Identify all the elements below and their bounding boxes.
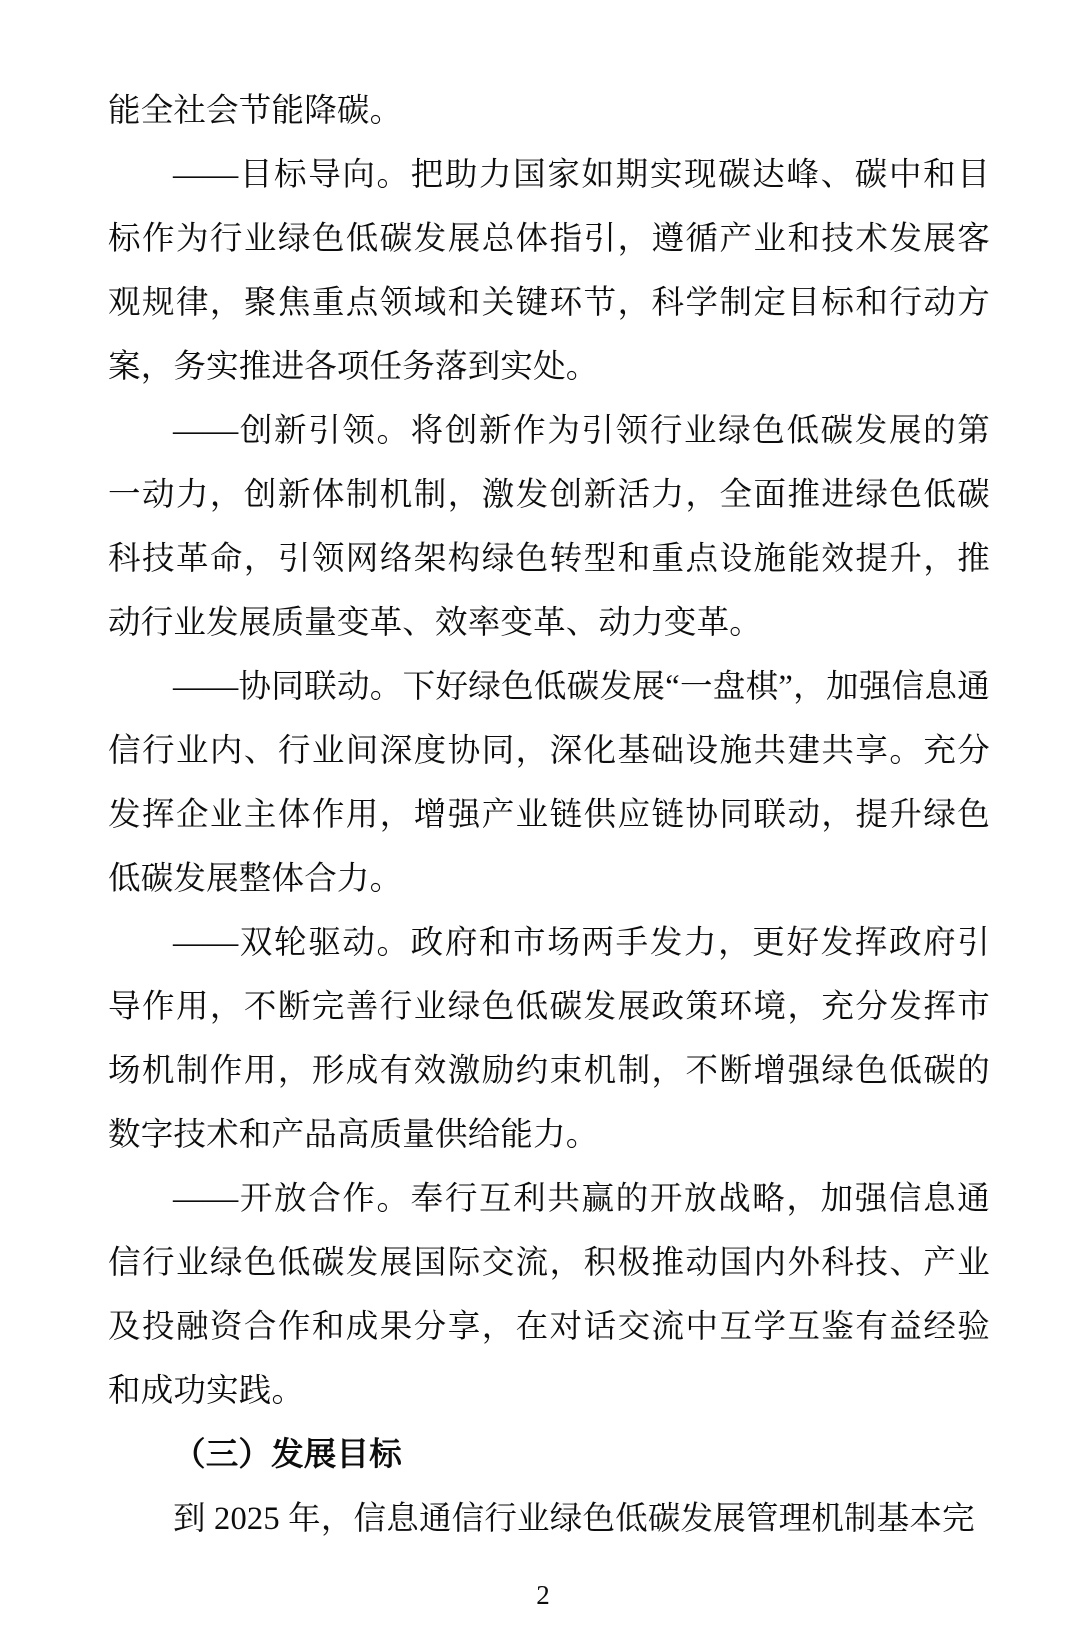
- para-2025-target: 到 2025 年，信息通信行业绿色低碳发展管理机制基本完: [173, 1501, 975, 1537]
- page-number: 2: [536, 1580, 550, 1610]
- para-innovation-leading: ——创新引领。将创新作为引领行业绿色低碳发展的第一动力，创新体制机制，激发创新活力，全面推进绿色低碳科技革命，引领网络架构绿色转型和重点设施能效提升，推动行业发展质量变革、效率变革、动力变革。: [108, 413, 990, 641]
- para-dual-wheel-drive: ——双轮驱动。政府和市场两手发力，更好发挥政府引导作用，不断完善行业绿色低碳发展政策环境，充分发挥市场机制作用，形成有效激励约束机制，不断增强绿色低碳的数字技术和产品高质量供给能力。: [108, 925, 990, 1153]
- document-body: [108, 79, 990, 1551]
- para-continuation-energy-saving: 能全社会节能降碳。: [108, 93, 403, 129]
- para-coordinated-linkage: ——协同联动。下好绿色低碳发展“一盘棋”，加强信息通信行业内、行业间深度协同，深化基础设施共建共享。充分发挥企业主体作用，增强产业链供应链协同联动，提升绿色低碳发展整体合力。: [108, 669, 990, 897]
- heading-development-goals: （三）发展目标: [173, 1437, 402, 1473]
- para-open-cooperation: ——开放合作。奉行互利共赢的开放战略，加强信息通信行业绿色低碳发展国际交流，积极推动国内外科技、产业及投融资合作和成果分享，在对话交流中互学互鉴有益经验和成功实践。: [108, 1181, 990, 1409]
- para-goal-orientation: ——目标导向。把助力国家如期实现碳达峰、碳中和目标作为行业绿色低碳发展总体指引，遵循产业和技术发展客观规律，聚焦重点领域和关键环节，科学制定目标和行动方案，务实推进各项任务落到实处。: [108, 157, 990, 385]
